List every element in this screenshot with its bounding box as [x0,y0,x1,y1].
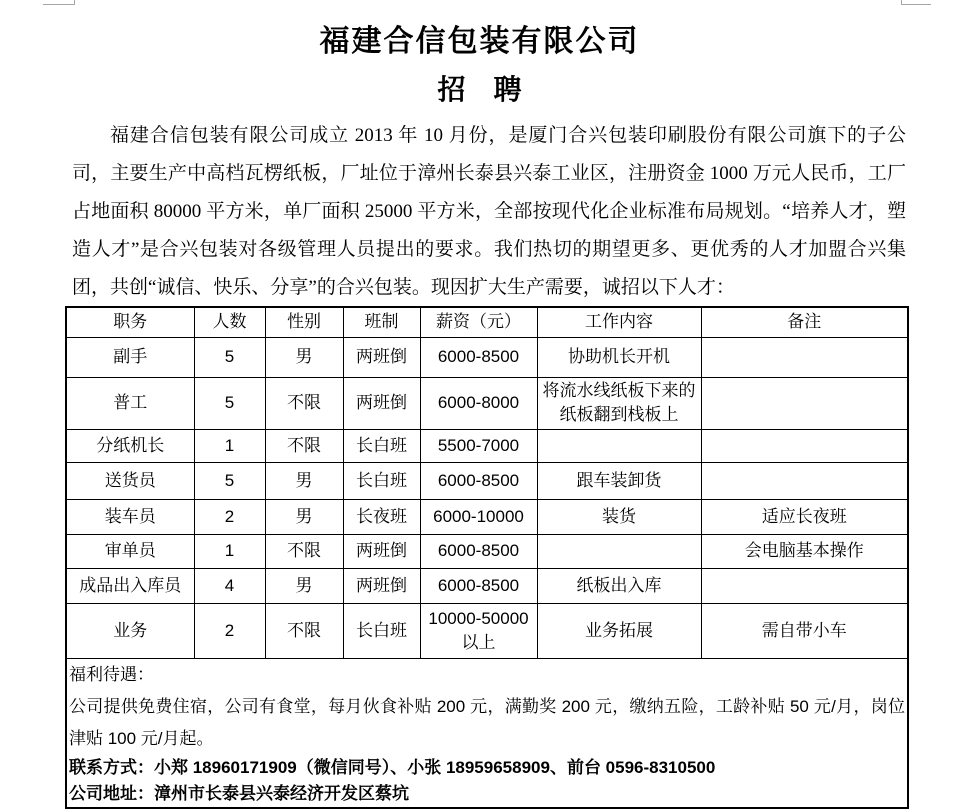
cell-shift: 长白班 [343,429,420,462]
cell-headcount: 2 [194,603,265,658]
cell-remarks: 会电脑基本操作 [701,534,908,568]
contact-line: 联系方式：小郑 18960171909（微信同号）、小张 18959658909、前台 0596-8310500 [69,757,716,777]
cell-remarks [701,429,908,462]
table-row [66,429,908,462]
cell-duties [537,429,701,462]
cell-position: 装车员 [66,499,194,534]
table-row [66,534,908,568]
footer-cell [66,658,908,808]
column-header-shift: 班制 [343,307,420,337]
cell-headcount: 1 [194,429,265,462]
cell-gender: 不限 [265,429,343,462]
address-line: 公司地址：漳州市长泰县兴泰经济开发区蔡坑 [69,783,409,803]
cell-gender: 不限 [265,534,343,568]
cell-salary: 6000-10000 [420,499,537,534]
cell-gender: 男 [265,462,343,499]
cell-position: 分纸机长 [66,429,194,462]
cell-shift: 长白班 [343,603,420,658]
cell-salary: 6000-8000 [420,377,537,429]
margin-crop-mark-top-left [43,0,75,5]
margin-crop-mark-top-right [901,0,931,5]
cell-shift: 两班倒 [343,534,420,568]
cell-salary: 6000-8500 [420,337,537,377]
column-header-duties: 工作内容 [537,307,701,337]
cell-remarks [701,568,908,603]
cell-duties: 将流水线纸板下来的纸板翻到栈板上 [537,377,701,429]
column-header-salary: 薪资（元） [420,307,537,337]
column-header-gender: 性别 [265,307,343,337]
cell-duties: 业务拓展 [537,603,701,658]
cell-headcount: 1 [194,534,265,568]
cell-position: 副手 [66,337,194,377]
cell-position: 送货员 [66,462,194,499]
cell-headcount: 4 [194,568,265,603]
cell-duties: 纸板出入库 [537,568,701,603]
cell-remarks: 适应长夜班 [701,499,908,534]
recruitment-heading: 招 聘 [437,75,522,106]
cell-remarks: 需自带小车 [701,603,908,658]
table-row [66,568,908,603]
cell-salary: 10000-50000以上 [420,603,537,658]
benefits-text: 公司提供免费住宿，公司有食堂，每月伙食补贴 200 元，满勤奖 200 元，缴纳五险，工龄补贴 50 元/月，岗位津贴 100 元/月起。 [69,696,905,748]
cell-shift: 两班倒 [343,377,420,429]
cell-gender: 不限 [265,603,343,658]
company-title: 福建合信包装有限公司 [319,25,640,58]
table-row [66,377,908,429]
table-row [66,499,908,534]
cell-gender: 不限 [265,377,343,429]
jobs-table [65,306,909,809]
cell-duties: 跟车装卸货 [537,462,701,499]
cell-headcount: 5 [194,377,265,429]
cell-duties [537,534,701,568]
cell-position: 普工 [66,377,194,429]
cell-salary: 5500-7000 [420,429,537,462]
cell-headcount: 5 [194,337,265,377]
table-row [66,462,908,499]
column-header-remarks: 备注 [701,307,908,337]
cell-shift: 两班倒 [343,337,420,377]
cell-remarks [701,462,908,499]
cell-duties: 协助机长开机 [537,337,701,377]
cell-gender: 男 [265,337,343,377]
intro-paragraph: 福建合信包装有限公司成立 2013 年 10 月份，是厦门合兴包装印刷股份有限公司旗下的子公司，主要生产中高档瓦楞纸板，厂址位于漳州长泰县兴泰工业区，注册资金 1000 万元人民币，工厂占地面积 80000 平方米，单厂面积 25000 平方米，全部按现代化企业标准布局规划。“培养人才，塑造人才”是合兴包装对各级管理人员提出的要求。我们热切的期望更多、更优秀的人才加盟合兴集团，共创“诚信、快乐、分享”的合兴包装。现因扩大生产需要，诚招以下人才： [72,125,906,298]
table-row [66,337,908,377]
cell-salary: 6000-8500 [420,568,537,603]
cell-gender: 男 [265,499,343,534]
cell-salary: 6000-8500 [420,534,537,568]
cell-shift: 长夜班 [343,499,420,534]
benefits-title: 福利待遇： [69,664,154,684]
column-header-position: 职务 [66,307,194,337]
cell-headcount: 2 [194,499,265,534]
table-header-row [66,307,908,337]
cell-position: 成品出入库员 [66,568,194,603]
cell-duties: 装货 [537,499,701,534]
cell-gender: 男 [265,568,343,603]
cell-position: 业务 [66,603,194,658]
cell-salary: 6000-8500 [420,462,537,499]
column-header-headcount: 人数 [194,307,265,337]
cell-position: 审单员 [66,534,194,568]
footer-row [66,658,908,808]
cell-shift: 长白班 [343,462,420,499]
cell-headcount: 5 [194,462,265,499]
table-row [66,603,908,658]
cell-remarks [701,337,908,377]
cell-shift: 两班倒 [343,568,420,603]
cell-remarks [701,377,908,429]
